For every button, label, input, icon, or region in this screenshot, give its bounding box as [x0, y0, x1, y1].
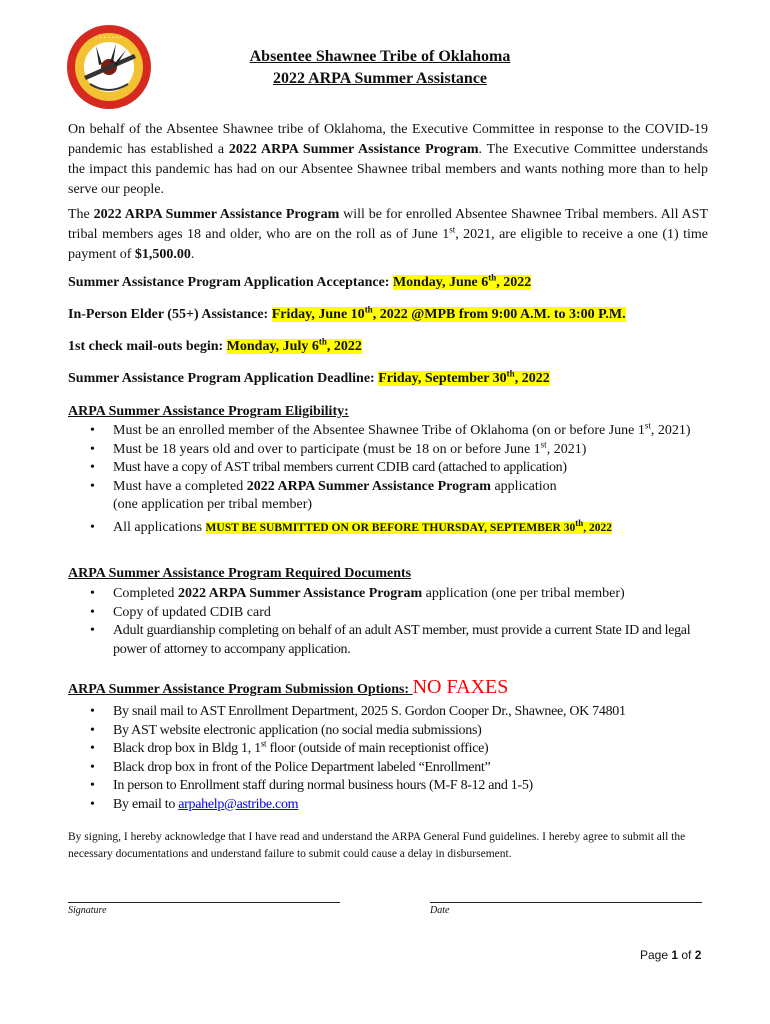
list-item	[68, 422, 713, 441]
date-sup: th	[364, 304, 373, 315]
date-value: Monday, June 6	[392, 275, 489, 290]
eligibility-b3: Must have a copy of AST tribal members current CDIB card (attached to application)	[113, 460, 567, 475]
page-number	[640, 948, 701, 962]
page-total: 2	[694, 948, 702, 962]
date-value-end: , 2022	[496, 275, 532, 290]
svg-text:· · · · · · ·: · · · · · · ·	[95, 35, 123, 42]
documents-b1-program-name: 2022 ARPA Summer Assistance Program	[177, 586, 423, 601]
list-item	[68, 740, 713, 759]
date-value: Friday, September 30	[378, 371, 507, 386]
list-item	[68, 777, 713, 796]
tribe-seal-logo	[66, 24, 152, 110]
list-item	[68, 585, 713, 604]
payment-amount: $1,500.00	[134, 247, 191, 262]
date-value-end: , 2022 @MPB from 9:00 A.M. to 3:00 P.M.	[372, 307, 626, 322]
date-sup: th	[318, 336, 327, 347]
date-label: Summer Assistance Program Application Deadline:	[68, 371, 379, 386]
eligibility-b1-a: Must be an enrolled member of the Absentee Shawnee Tribe of Oklahoma (on or before June 1	[113, 423, 645, 438]
date-label: Summer Assistance Program Application Acceptance:	[68, 275, 393, 290]
documents-heading: ARPA Summer Assistance Program Required Documents	[68, 566, 412, 581]
documents-b1-b: application (one per tribal member)	[422, 586, 625, 601]
list-item	[68, 703, 713, 722]
submission-b4: Black drop box in front of the Police Department labeled “Enrollment”	[113, 759, 491, 775]
list-item	[68, 759, 713, 778]
submission-b5: In person to Enrollment staff during normal business hours (M-F 8-12 and 1-5)	[113, 778, 533, 793]
page-prefix: Page	[640, 948, 672, 962]
intro-paragraph-1	[68, 120, 708, 200]
submission-heading	[68, 676, 508, 699]
signature-label: Signature	[68, 905, 107, 916]
eligibility-b4-b: application	[490, 478, 557, 494]
list-item	[68, 622, 713, 659]
intro-p2-program-name: 2022 ARPA Summer Assistance Program	[93, 207, 340, 222]
date-value-end: , 2022	[514, 371, 550, 386]
documents-list	[68, 585, 713, 659]
date-value-end: , 2022	[326, 339, 362, 354]
list-item	[68, 478, 713, 515]
title-line-2: 2022 ARPA Summer Assistance	[272, 70, 488, 87]
submission-deadline-notice: MUST BE SUBMITTED ON OR BEFORE THURSDAY, SEPTEMBER 30	[205, 521, 576, 534]
eligibility-heading: ARPA Summer Assistance Program Eligibility:	[68, 404, 349, 419]
eligibility-b4-line2: (one application per tribal member)	[113, 497, 313, 512]
intro-p2-text-b: will be for enrolled Absentee Shawnee Tribal members. All AST tribal members ages 18 and older, who are on the roll as of June 1	[68, 207, 708, 242]
submission-b3-a: Black drop box in Bldg 1, 1	[113, 741, 261, 756]
list-item	[68, 604, 713, 623]
date-sup: th	[488, 272, 497, 283]
title-line-1: Absentee Shawnee Tribe of Oklahoma	[249, 48, 511, 65]
no-faxes-warning: NO FAXES	[412, 676, 509, 698]
date-application-deadline	[68, 368, 550, 387]
intro-p2-text-c: , 2021, are eligible to receive a one (1) time payment of	[68, 227, 708, 262]
eligibility-b4-program-name: 2022 ARPA Summer Assistance Program	[246, 478, 491, 494]
eligibility-b4-a: Must have a completed	[113, 478, 247, 494]
eligibility-b2-a: Must be 18 years old and over to participate (must be 18 on or before June 1	[113, 441, 541, 457]
list-item	[68, 796, 713, 815]
intro-p2-sup: st	[449, 224, 456, 235]
eligibility-b2-sup: st	[540, 438, 547, 449]
intro-paragraph-2	[68, 205, 708, 265]
submission-b3-b: floor (outside of main receptionist office)	[266, 741, 489, 756]
email-link[interactable]: arpahelp@astribe.com	[178, 796, 299, 812]
submission-b1: By snail mail to AST Enrollment Department, 2025 S. Gordon Cooper Dr., Shawnee, OK 74801	[113, 704, 626, 719]
date-line[interactable]	[430, 902, 702, 903]
list-item	[68, 519, 713, 538]
acknowledgement-text: By signing, I hereby acknowledge that I have read and understand the ARPA General Fund guidelines. I hereby agree to submit all the necessary documentations and understand failure to submit could cause a delay in disbursement.	[68, 831, 686, 860]
date-application-acceptance	[68, 272, 532, 291]
submission-b2: By AST website electronic application (no social media submissions)	[113, 722, 482, 738]
list-item	[68, 459, 713, 478]
date-check-mailouts	[68, 336, 362, 355]
date-label: 1st check mail-outs begin:	[68, 339, 227, 354]
eligibility-b1-sup: st	[644, 420, 651, 431]
documents-b3: Adult guardianship completing on behalf of an adult AST member, must provide a current State ID and legal power of attorney to accompany application.	[113, 623, 691, 657]
eligibility-b5-a: All applications	[113, 519, 206, 535]
documents-b2: Copy of updated CDIB card	[113, 604, 271, 620]
tribe-seal-icon	[66, 24, 152, 110]
intro-p1-program-name: 2022 ARPA Summer Assistance Program	[228, 142, 479, 157]
intro-p1-text-a: On behalf of the Absentee Shawnee tribe of Oklahoma, the Executive Committee in response to the COVID-19 pandemic has established a	[68, 122, 708, 157]
submission-heading-text: ARPA Summer Assistance Program Submission Options:	[68, 682, 410, 697]
date-label: In-Person Elder (55+) Assistance:	[68, 307, 272, 322]
intro-p2-text-a: The	[68, 207, 94, 222]
page-current: 1	[671, 948, 679, 962]
date-label: Date	[430, 905, 450, 916]
eligibility-list	[68, 422, 713, 537]
signature-line[interactable]	[68, 902, 340, 903]
eligibility-b2-b: , 2021)	[546, 441, 587, 457]
date-elder-assistance	[68, 304, 626, 323]
documents-b1-a: Completed	[113, 586, 178, 601]
date-value: Monday, July 6	[226, 339, 319, 354]
intro-p2-end: .	[190, 247, 195, 262]
submission-b6-a: By email to	[113, 796, 179, 812]
document-title	[180, 46, 580, 90]
eligibility-b5-sup: th	[575, 517, 584, 528]
page-of: of	[678, 948, 695, 962]
date-sup: th	[506, 368, 515, 379]
intro-p1-text-b: . The Executive Committee understands the impact this pandemic has had on our Absentee Shawnee tribal members and wants nothing more than to help serve our people.	[68, 142, 708, 197]
submission-list	[68, 703, 713, 814]
submission-b3-sup: st	[260, 738, 267, 749]
eligibility-b1-b: , 2021)	[650, 423, 691, 438]
list-item	[68, 438, 713, 460]
list-item	[68, 722, 713, 741]
date-value: Friday, June 10	[271, 307, 365, 322]
eligibility-b5-end: , 2022	[583, 521, 612, 534]
